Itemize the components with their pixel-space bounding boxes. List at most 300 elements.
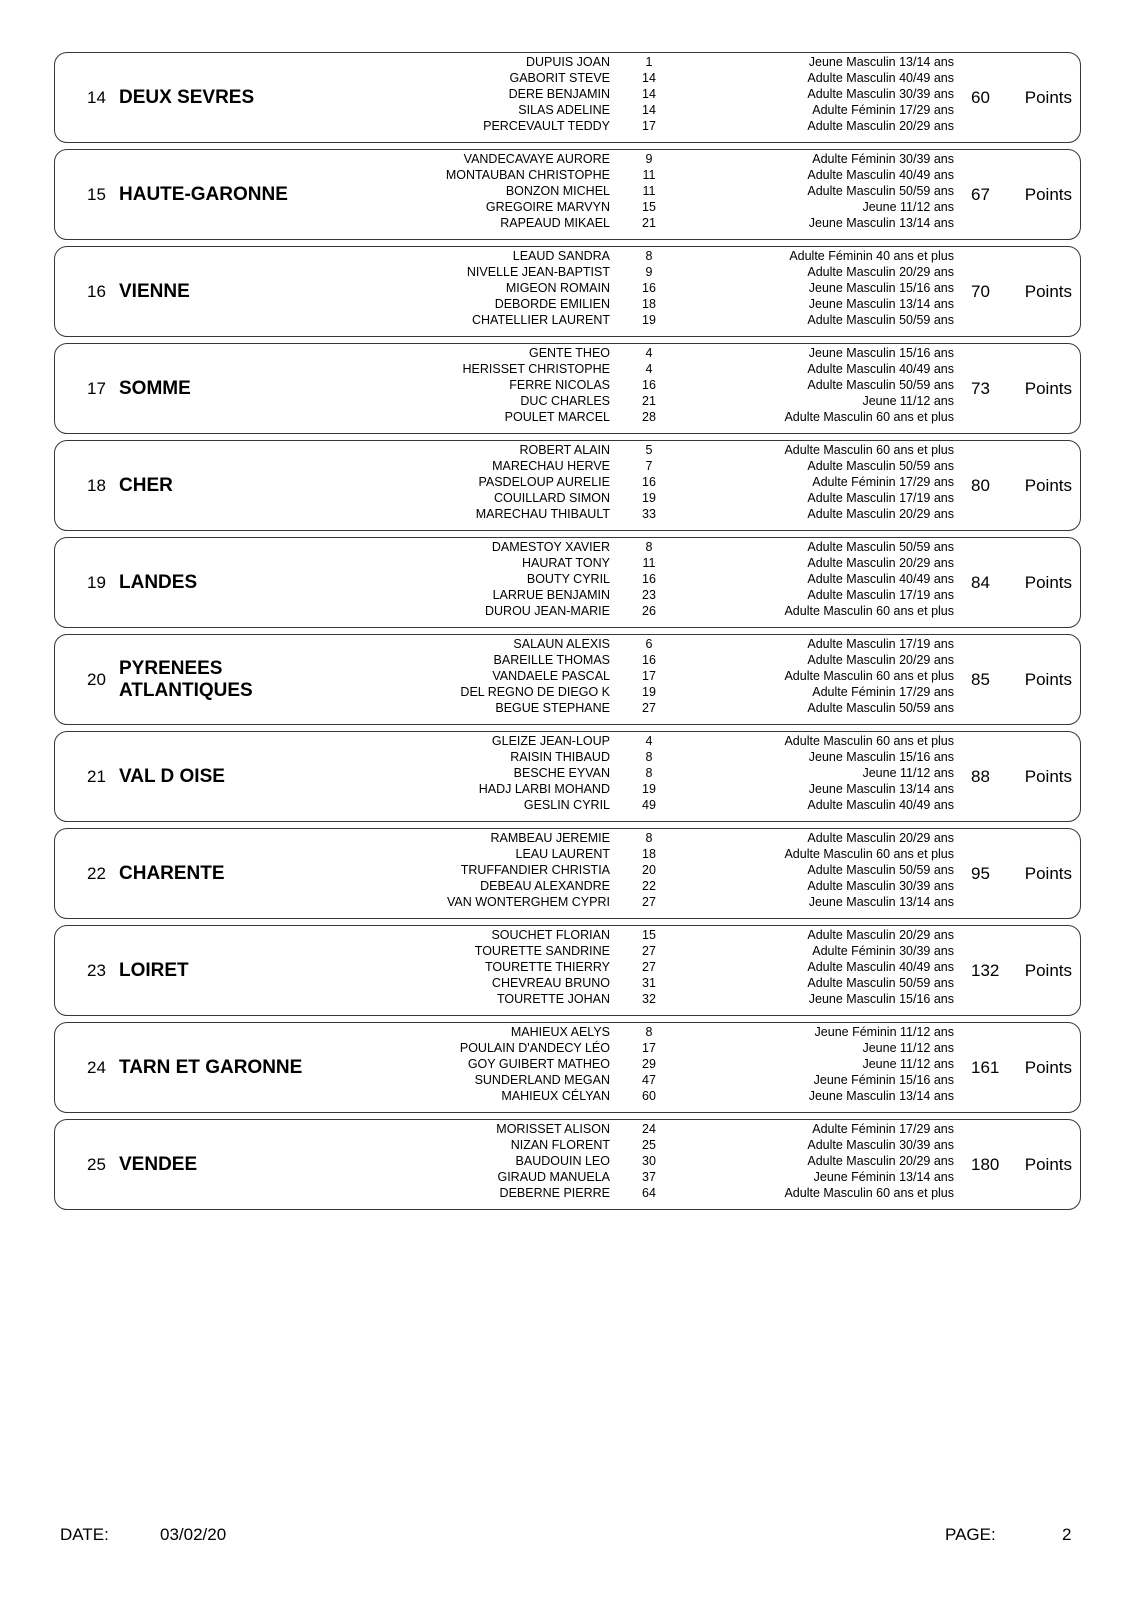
member-row: [55, 652, 1080, 668]
member-place: 14: [642, 103, 656, 117]
member-name: SILAS ADELINE: [518, 103, 610, 117]
member-category: Adulte Masculin 60 ans et plus: [784, 1186, 954, 1200]
team-name: LOIRET: [119, 959, 189, 981]
date-label: DATE:: [60, 1525, 109, 1544]
member-name: MONTAUBAN CHRISTOPHE: [445, 168, 610, 182]
member-name: MAHIEUX AELYS: [510, 1025, 610, 1039]
member-row: [55, 86, 1080, 102]
member-place: 16: [642, 378, 656, 392]
member-name: PERCEVAULT TEDDY: [483, 119, 610, 133]
points-label: Points: [1024, 378, 1072, 398]
points-label: Points: [1024, 863, 1072, 883]
member-row: [55, 506, 1080, 522]
member-category: Adulte Masculin 50/59 ans: [807, 313, 954, 327]
member-place: 15: [642, 928, 656, 942]
team-rank: 25: [87, 1154, 106, 1174]
points-label: Points: [1024, 1154, 1072, 1174]
team-total-points: 73: [971, 378, 990, 398]
member-row: [55, 749, 1080, 765]
team-total-points: 60: [971, 87, 990, 107]
team-name: DEUX SEVRES: [119, 86, 255, 108]
team-rank: 14: [87, 87, 106, 107]
member-category: Adulte Masculin 20/29 ans: [807, 265, 954, 279]
team-rank: 15: [87, 184, 106, 204]
member-place: 19: [642, 313, 656, 327]
member-row: [55, 668, 1080, 684]
member-row: [55, 1056, 1080, 1072]
member-category: Adulte Masculin 17/19 ans: [807, 588, 954, 602]
member-name: POULET MARCEL: [504, 410, 610, 424]
member-row: [55, 991, 1080, 1007]
member-name: FERRE NICOLAS: [509, 378, 610, 392]
member-place: 18: [642, 297, 656, 311]
member-name: MAHIEUX CÉLYAN: [501, 1089, 610, 1103]
member-name: LEAU LAURENT: [515, 847, 610, 861]
member-place: 4: [645, 362, 653, 376]
member-name: POULAIN D'ANDECY LÉO: [459, 1041, 610, 1055]
member-place: 23: [642, 588, 656, 602]
team-rank: 21: [87, 766, 106, 786]
member-place: 37: [642, 1170, 656, 1184]
member-row: [55, 102, 1080, 118]
member-place: 9: [645, 265, 653, 279]
member-category: Adulte Masculin 60 ans et plus: [784, 443, 954, 457]
member-name: TOURETTE JOHAN: [497, 992, 610, 1006]
member-row: [55, 943, 1080, 959]
team-total-points: 95: [971, 863, 990, 883]
member-row: [55, 118, 1080, 134]
team-card: [54, 343, 1081, 434]
member-name: DEBEAU ALEXANDRE: [480, 879, 610, 893]
member-place: 29: [642, 1057, 656, 1071]
member-row: [55, 183, 1080, 199]
member-category: Adulte Masculin 60 ans et plus: [784, 410, 954, 424]
member-row: [55, 151, 1080, 167]
member-place: 19: [642, 685, 656, 699]
member-row: [55, 1072, 1080, 1088]
member-place: 9: [645, 152, 653, 166]
member-name: GOY GUIBERT MATHEO: [467, 1057, 610, 1071]
member-category: Jeune Masculin 15/16 ans: [808, 992, 954, 1006]
member-row: [55, 587, 1080, 603]
member-row: [55, 54, 1080, 70]
member-category: Adulte Masculin 50/59 ans: [807, 459, 954, 473]
member-category: Jeune Masculin 13/14 ans: [808, 216, 954, 230]
points-label: Points: [1024, 184, 1072, 204]
member-category: Adulte Masculin 20/29 ans: [807, 119, 954, 133]
member-category: Adulte Masculin 50/59 ans: [807, 701, 954, 715]
member-row: [55, 393, 1080, 409]
member-place: 32: [642, 992, 656, 1006]
member-category: Adulte Féminin 17/29 ans: [812, 1122, 954, 1136]
member-category: Adulte Masculin 40/49 ans: [807, 798, 954, 812]
team-name: VENDEE: [119, 1153, 198, 1175]
member-name: MIGEON ROMAIN: [505, 281, 610, 295]
member-name: DUPUIS JOAN: [525, 55, 610, 69]
team-card: [54, 52, 1081, 143]
member-row: [55, 458, 1080, 474]
team-card: [54, 731, 1081, 822]
member-category: Adulte Masculin 60 ans et plus: [784, 734, 954, 748]
member-name: GIRAUD MANUELA: [497, 1170, 610, 1184]
member-place: 49: [642, 798, 656, 812]
team-name: VAL D OISE: [119, 765, 225, 787]
member-place: 14: [642, 87, 656, 101]
member-name: DEBERNE PIERRE: [499, 1186, 610, 1200]
member-row: [55, 1121, 1080, 1137]
page-label: PAGE:: [945, 1525, 996, 1544]
member-place: 21: [642, 216, 656, 230]
member-name: BOUTY CYRIL: [526, 572, 610, 586]
member-row: [55, 296, 1080, 312]
member-row: [55, 1024, 1080, 1040]
member-row: [55, 927, 1080, 943]
member-category: Adulte Masculin 50/59 ans: [807, 184, 954, 198]
member-place: 17: [642, 119, 656, 133]
member-category: Adulte Masculin 30/39 ans: [807, 1138, 954, 1152]
member-category: Jeune 11/12 ans: [862, 394, 954, 408]
team-rank: 16: [87, 281, 106, 301]
team-total-points: 70: [971, 281, 990, 301]
team-name: LANDES: [119, 571, 198, 593]
member-place: 14: [642, 71, 656, 85]
member-place: 8: [645, 831, 653, 845]
member-name: DAMESTOY XAVIER: [491, 540, 610, 554]
team-name: CHER: [119, 474, 173, 496]
member-category: Adulte Féminin 30/39 ans: [812, 152, 954, 166]
member-name: SOUCHET FLORIAN: [491, 928, 610, 942]
member-category: Jeune Masculin 13/14 ans: [808, 1089, 954, 1103]
member-place: 18: [642, 847, 656, 861]
member-name: HERISSET CHRISTOPHE: [462, 362, 610, 376]
member-place: 26: [642, 604, 656, 618]
member-category: Adulte Masculin 17/19 ans: [807, 491, 954, 505]
member-row: [55, 781, 1080, 797]
team-total-points: 88: [971, 766, 990, 786]
member-row: [55, 878, 1080, 894]
member-place: 20: [642, 863, 656, 877]
member-name: LARRUE BENJAMIN: [492, 588, 610, 602]
member-row: [55, 474, 1080, 490]
member-place: 27: [642, 895, 656, 909]
member-name: DERE BENJAMIN: [508, 87, 610, 101]
member-name: GESLIN CYRIL: [523, 798, 610, 812]
member-row: [55, 733, 1080, 749]
member-name: SUNDERLAND MEGAN: [474, 1073, 610, 1087]
member-category: Adulte Féminin 40 ans et plus: [789, 249, 954, 263]
member-name: DUROU JEAN-MARIE: [484, 604, 610, 618]
points-label: Points: [1024, 281, 1072, 301]
member-place: 21: [642, 394, 656, 408]
member-place: 19: [642, 491, 656, 505]
member-row: [55, 361, 1080, 377]
member-place: 16: [642, 281, 656, 295]
member-name: GABORIT STEVE: [509, 71, 610, 85]
member-row: [55, 490, 1080, 506]
team-name: VIENNE: [119, 280, 190, 302]
member-row: [55, 894, 1080, 910]
member-row: [55, 409, 1080, 425]
team-card: [54, 246, 1081, 337]
member-name: BAREILLE THOMAS: [493, 653, 610, 667]
member-name: NIVELLE JEAN-BAPTIST: [466, 265, 610, 279]
team-rank: 18: [87, 475, 106, 495]
member-category: Adulte Masculin 50/59 ans: [807, 863, 954, 877]
member-category: Adulte Féminin 30/39 ans: [812, 944, 954, 958]
member-row: [55, 1153, 1080, 1169]
member-row: [55, 636, 1080, 652]
member-name: BEGUE STEPHANE: [495, 701, 610, 715]
points-label: Points: [1024, 572, 1072, 592]
member-place: 4: [645, 734, 653, 748]
member-row: [55, 1040, 1080, 1056]
team-rank: 19: [87, 572, 106, 592]
member-place: 47: [642, 1073, 656, 1087]
team-card: [54, 1119, 1081, 1210]
member-row: [55, 1088, 1080, 1104]
member-row: [55, 199, 1080, 215]
member-row: [55, 830, 1080, 846]
points-label: Points: [1024, 766, 1072, 786]
member-place: 24: [642, 1122, 656, 1136]
member-row: [55, 70, 1080, 86]
points-label: Points: [1024, 960, 1072, 980]
team-total-points: 85: [971, 669, 990, 689]
member-place: 17: [642, 1041, 656, 1055]
member-row: [55, 264, 1080, 280]
team-total-points: 84: [971, 572, 990, 592]
member-category: Jeune Masculin 13/14 ans: [808, 782, 954, 796]
team-name: HAUTE-GARONNE: [119, 183, 288, 205]
member-category: Jeune Féminin 15/16 ans: [813, 1073, 954, 1087]
team-card: [54, 634, 1081, 725]
member-row: [55, 862, 1080, 878]
member-name: DUC CHARLES: [520, 394, 610, 408]
member-category: Adulte Masculin 40/49 ans: [807, 960, 954, 974]
member-row: [55, 1169, 1080, 1185]
member-row: [55, 280, 1080, 296]
member-name: SALAUN ALEXIS: [513, 637, 610, 651]
member-name: CHATELLIER LAURENT: [472, 313, 610, 327]
member-category: Adulte Masculin 17/19 ans: [807, 637, 954, 651]
member-category: Jeune Féminin 11/12 ans: [814, 1025, 954, 1039]
member-category: Jeune 11/12 ans: [862, 766, 954, 780]
member-name: RAMBEAU JEREMIE: [490, 831, 610, 845]
member-category: Adulte Masculin 30/39 ans: [807, 879, 954, 893]
member-place: 17: [642, 669, 656, 683]
member-row: [55, 846, 1080, 862]
member-category: Adulte Masculin 20/29 ans: [807, 653, 954, 667]
member-name: GLEIZE JEAN-LOUP: [491, 734, 610, 748]
member-row: [55, 312, 1080, 328]
team-name: SOMME: [119, 377, 191, 399]
member-place: 31: [642, 976, 656, 990]
member-place: 8: [645, 249, 653, 263]
member-name: VANDECAVAYE AURORE: [463, 152, 610, 166]
member-category: Adulte Masculin 40/49 ans: [807, 168, 954, 182]
member-category: Jeune Masculin 15/16 ans: [808, 281, 954, 295]
points-label: Points: [1024, 475, 1072, 495]
member-name: BESCHE EYVAN: [513, 766, 610, 780]
member-row: [55, 215, 1080, 231]
team-rank: 17: [87, 378, 106, 398]
member-place: 16: [642, 653, 656, 667]
member-name: TRUFFANDIER CHRISTIA: [460, 863, 610, 877]
member-name: VAN WONTERGHEM CYPRI: [447, 895, 610, 909]
member-row: [55, 442, 1080, 458]
member-name: DEBORDE EMILIEN: [494, 297, 610, 311]
member-name: COUILLARD SIMON: [494, 491, 610, 505]
member-place: 5: [645, 443, 653, 457]
team-rank: 20: [87, 669, 106, 689]
member-category: Jeune 11/12 ans: [862, 200, 954, 214]
member-place: 33: [642, 507, 656, 521]
member-place: 16: [642, 572, 656, 586]
team-card: [54, 925, 1081, 1016]
member-row: [55, 1185, 1080, 1201]
member-row: [55, 539, 1080, 555]
member-category: Jeune Masculin 15/16 ans: [808, 750, 954, 764]
member-category: Adulte Masculin 60 ans et plus: [784, 604, 954, 618]
member-category: Jeune Masculin 13/14 ans: [808, 895, 954, 909]
page-number: 2: [1062, 1525, 1072, 1544]
member-row: [55, 797, 1080, 813]
member-place: 11: [642, 184, 656, 198]
team-results-list: [54, 52, 1081, 1216]
team-rank: 24: [87, 1057, 106, 1077]
member-place: 19: [642, 782, 656, 796]
points-label: Points: [1024, 1057, 1072, 1077]
team-rank: 22: [87, 863, 106, 883]
member-name: MARECHAU THIBAULT: [475, 507, 610, 521]
member-category: Jeune Masculin 13/14 ans: [808, 297, 954, 311]
member-category: Adulte Masculin 60 ans et plus: [784, 847, 954, 861]
member-name: NIZAN FLORENT: [510, 1138, 610, 1152]
member-category: Adulte Masculin 40/49 ans: [807, 71, 954, 85]
date-value: 03/02/20: [160, 1525, 227, 1544]
member-place: 27: [642, 944, 656, 958]
team-rank: 23: [87, 960, 106, 980]
member-name: GENTE THEO: [528, 346, 610, 360]
member-name: VANDAELE PASCAL: [492, 669, 610, 683]
member-place: 28: [642, 410, 656, 424]
member-row: [55, 345, 1080, 361]
points-label: Points: [1024, 87, 1072, 107]
team-card: [54, 828, 1081, 919]
member-place: 1: [645, 55, 653, 69]
member-category: Adulte Masculin 20/29 ans: [807, 556, 954, 570]
member-category: Adulte Masculin 20/29 ans: [807, 1154, 954, 1168]
member-category: Adulte Masculin 20/29 ans: [807, 831, 954, 845]
member-place: 7: [645, 459, 653, 473]
member-category: Jeune 11/12 ans: [862, 1041, 954, 1055]
member-name: CHEVREAU BRUNO: [491, 976, 610, 990]
team-card: [54, 1022, 1081, 1113]
member-name: GREGOIRE MARVYN: [485, 200, 610, 214]
member-category: Jeune Masculin 13/14 ans: [808, 55, 954, 69]
member-row: [55, 248, 1080, 264]
member-row: [55, 603, 1080, 619]
member-category: Jeune 11/12 ans: [862, 1057, 954, 1071]
member-category: Jeune Masculin 15/16 ans: [808, 346, 954, 360]
member-place: 22: [642, 879, 656, 893]
team-total-points: 67: [971, 184, 990, 204]
member-place: 60: [642, 1089, 656, 1103]
member-name: HADJ LARBI MOHAND: [478, 782, 610, 796]
member-category: Adulte Masculin 60 ans et plus: [784, 669, 954, 683]
member-place: 8: [645, 766, 653, 780]
member-category: Adulte Masculin 50/59 ans: [807, 540, 954, 554]
member-category: Adulte Féminin 17/29 ans: [812, 475, 954, 489]
member-name: TOURETTE THIERRY: [484, 960, 610, 974]
member-place: 4: [645, 346, 653, 360]
member-row: [55, 571, 1080, 587]
member-place: 27: [642, 701, 656, 715]
member-category: Adulte Masculin 50/59 ans: [807, 378, 954, 392]
member-row: [55, 700, 1080, 716]
member-name: MARECHAU HERVE: [492, 459, 610, 473]
member-row: [55, 377, 1080, 393]
member-row: [55, 555, 1080, 571]
member-row: [55, 765, 1080, 781]
team-total-points: 161: [971, 1057, 1000, 1077]
member-name: LEAUD SANDRA: [512, 249, 610, 263]
team-name: TARN ET GARONNE: [119, 1056, 303, 1078]
team-card: [54, 149, 1081, 240]
team-total-points: 132: [971, 960, 1000, 980]
points-label: Points: [1024, 669, 1072, 689]
team-total-points: 180: [971, 1154, 1000, 1174]
member-category: Adulte Féminin 17/29 ans: [812, 685, 954, 699]
team-card: [54, 537, 1081, 628]
member-place: 11: [642, 168, 656, 182]
member-place: 16: [642, 475, 656, 489]
member-row: [55, 684, 1080, 700]
member-category: Adulte Masculin 30/39 ans: [807, 87, 954, 101]
team-name: PYRENEES ATLANTIQUES: [119, 657, 253, 701]
member-name: BONZON MICHEL: [505, 184, 610, 198]
member-category: Adulte Féminin 17/29 ans: [812, 103, 954, 117]
member-row: [55, 975, 1080, 991]
member-place: 15: [642, 200, 656, 214]
member-place: 6: [645, 637, 653, 651]
team-card: [54, 440, 1081, 531]
member-place: 25: [642, 1138, 656, 1152]
team-name: CHARENTE: [119, 862, 225, 884]
member-name: MORISSET ALISON: [496, 1122, 610, 1136]
member-name: RAPEAUD MIKAEL: [500, 216, 610, 230]
member-place: 64: [642, 1186, 656, 1200]
member-place: 30: [642, 1154, 656, 1168]
member-category: Adulte Masculin 20/29 ans: [807, 928, 954, 942]
member-name: ROBERT ALAIN: [519, 443, 610, 457]
member-place: 8: [645, 750, 653, 764]
member-name: PASDELOUP AURELIE: [478, 475, 610, 489]
member-category: Adulte Masculin 20/29 ans: [807, 507, 954, 521]
member-name: DEL REGNO DE DIEGO K: [460, 685, 610, 699]
team-total-points: 80: [971, 475, 990, 495]
member-name: BAUDOUIN LEO: [515, 1154, 610, 1168]
member-row: [55, 1137, 1080, 1153]
member-category: Jeune Féminin 13/14 ans: [813, 1170, 954, 1184]
member-row: [55, 959, 1080, 975]
member-name: TOURETTE SANDRINE: [474, 944, 610, 958]
member-place: 8: [645, 1025, 653, 1039]
member-name: RAISIN THIBAUD: [510, 750, 610, 764]
member-category: Adulte Masculin 40/49 ans: [807, 362, 954, 376]
member-place: 11: [642, 556, 656, 570]
member-place: 8: [645, 540, 653, 554]
